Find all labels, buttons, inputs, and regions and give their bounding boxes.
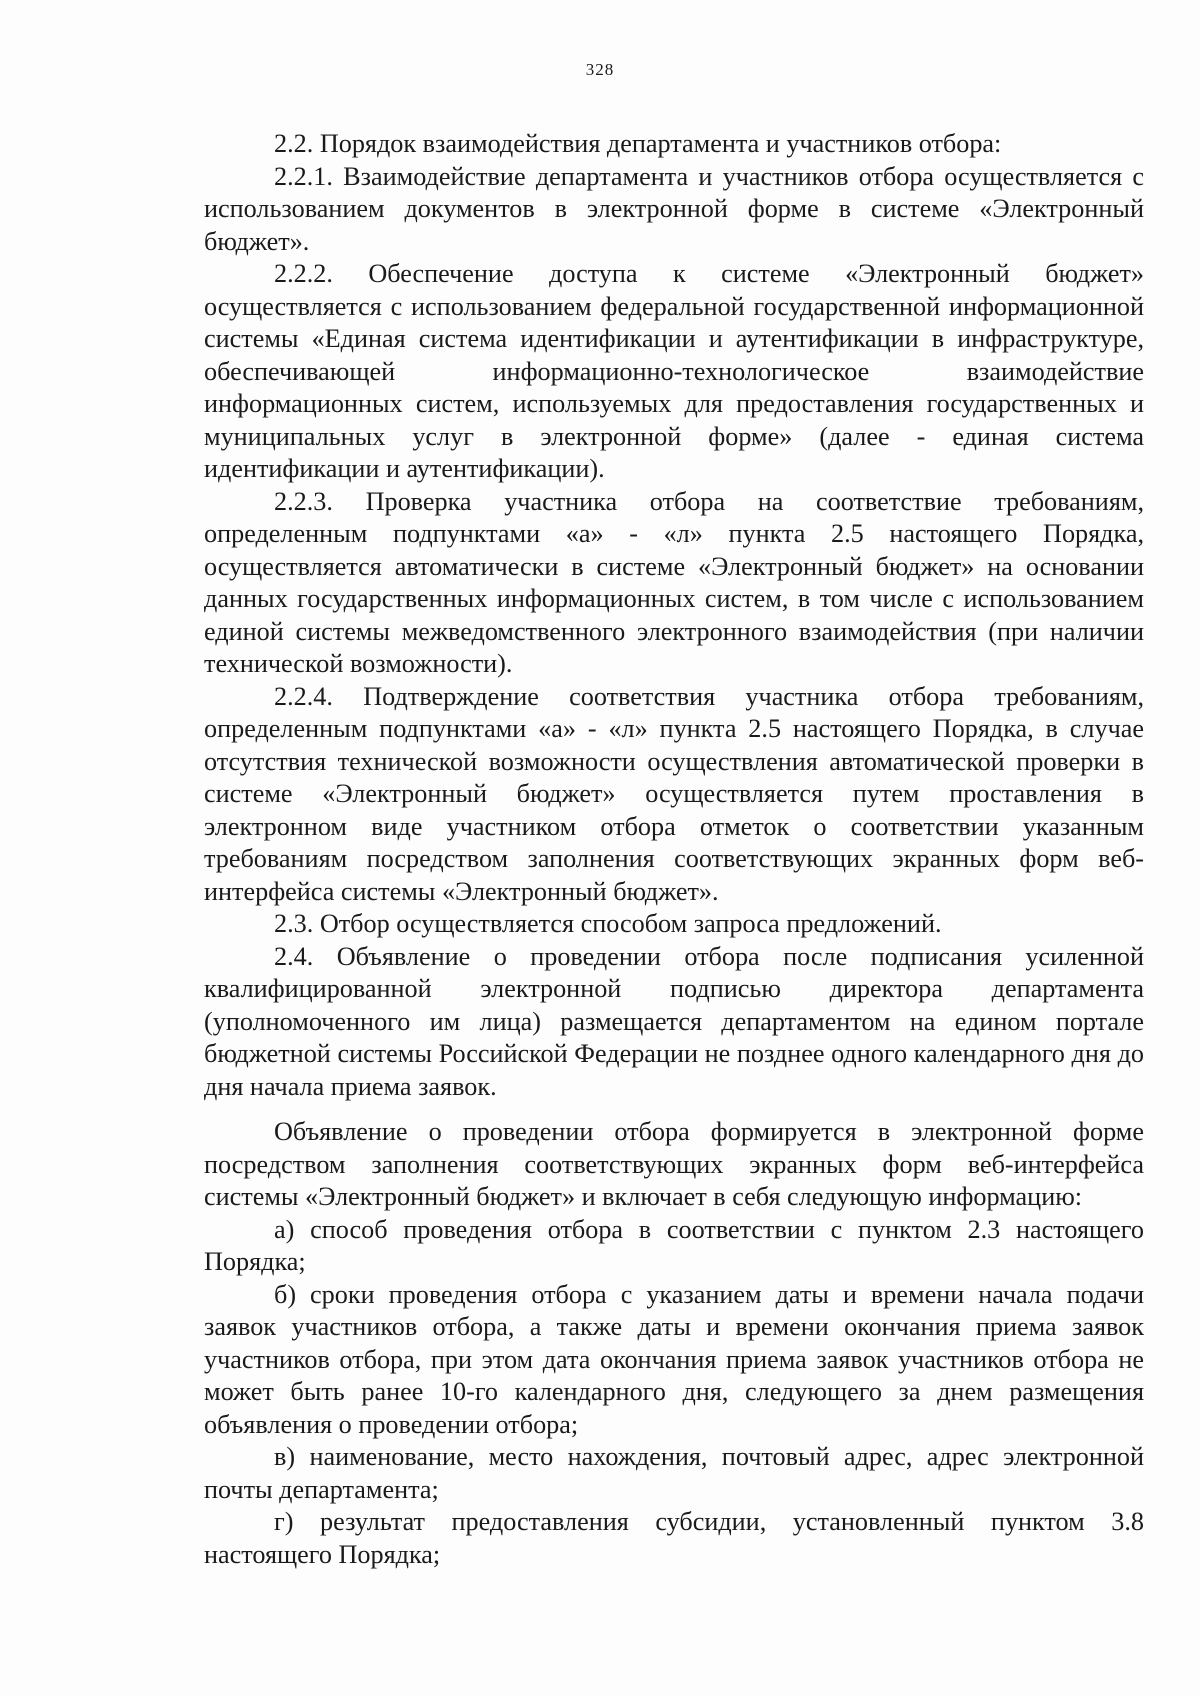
paragraph-announcement: Объявление о проведении отбора формируется в электронной форме посредством заполнения соответствующих экранных форм веб-интерфейса системы «Электронный бюджет» и включает в себя следующую информацию:: [204, 1117, 1144, 1211]
list-item-b: б) сроки проведения отбора с указанием даты и времени начала подачи заявок участников отбора, а также даты и времени окончания приема заявок участников отбора, при этом дата окончания приема заявок участников отбора не может быть ранее 10-го календарного дня, следующего за днем размещения объявления о проведении отбора;: [204, 1279, 1144, 1439]
list-item-v: в) наименование, место нахождения, почтовый адрес, адрес электронной почты департамента;: [204, 1442, 1144, 1504]
paragraph-2-2-1: 2.2.1. Взаимодействие департамента и участников отбора осуществляется с использованием документов в электронной форме в системе «Электронный бюджет».: [204, 161, 1144, 256]
paragraph-2-2: 2.2. Порядок взаимодействия департамента и участников отбора:: [274, 129, 1002, 158]
paragraph-2-3: 2.3. Отбор осуществляется способом запроса предложений.: [274, 909, 942, 938]
list-item-g: г) результат предоставления субсидии, установленный пунктом 3.8 настоящего Порядка;: [204, 1507, 1144, 1569]
page-number: 328: [585, 60, 615, 79]
document-body: [204, 128, 1144, 1571]
paragraph-2-2-3: 2.2.3. Проверка участника отбора на соответствие требованиям, определенным подпунктами «а» - «л» пункта 2.5 настоящего Порядка, осуществляется автоматически в системе «Электронный бюджет» на основании данных государственных информационных систем, в том числе с использованием единой системы межведомственного электронного взаимодействия (при наличии технической возможности).: [204, 486, 1144, 678]
list-item-a: а) способ проведения отбора в соответствии с пунктом 2.3 настоящего Порядка;: [204, 1214, 1144, 1276]
paragraph-2-2-4: 2.2.4. Подтверждение соответствия участника отбора требованиям, определенным подпунктами «а» - «л» пункта 2.5 настоящего Порядка, в случае отсутствия технической возможности осуществления автоматической проверки в системе «Электронный бюджет» осуществляется путем проставления в электронном виде участником отбора отметок о соответствии указанным требованиям посредством заполнения соответствующих экранных форм веб-интерфейса системы «Электронный бюджет».: [204, 681, 1144, 906]
paragraph-2-2-2: 2.2.2. Обеспечение доступа к системе «Электронный бюджет» осуществляется с использованием федеральной государственной информационной системы «Единая система идентификации и аутентификации в инфраструктуре, обеспечивающей информационно-технологическое взаимодействие информационных систем, используемых для предоставления государственных и муниципальных услуг в электронной форме» (далее - единая система идентификации и аутентификации).: [204, 259, 1144, 483]
paragraph-2-4: 2.4. Объявление о проведении отбора после подписания усиленной квалифицированной электронной подписью директора департамента (уполномоченного им лица) размещается департаментом на едином портале бюджетной системы Российской Федерации не позднее одного календарного дня до дня начала приема заявок.: [204, 941, 1144, 1101]
